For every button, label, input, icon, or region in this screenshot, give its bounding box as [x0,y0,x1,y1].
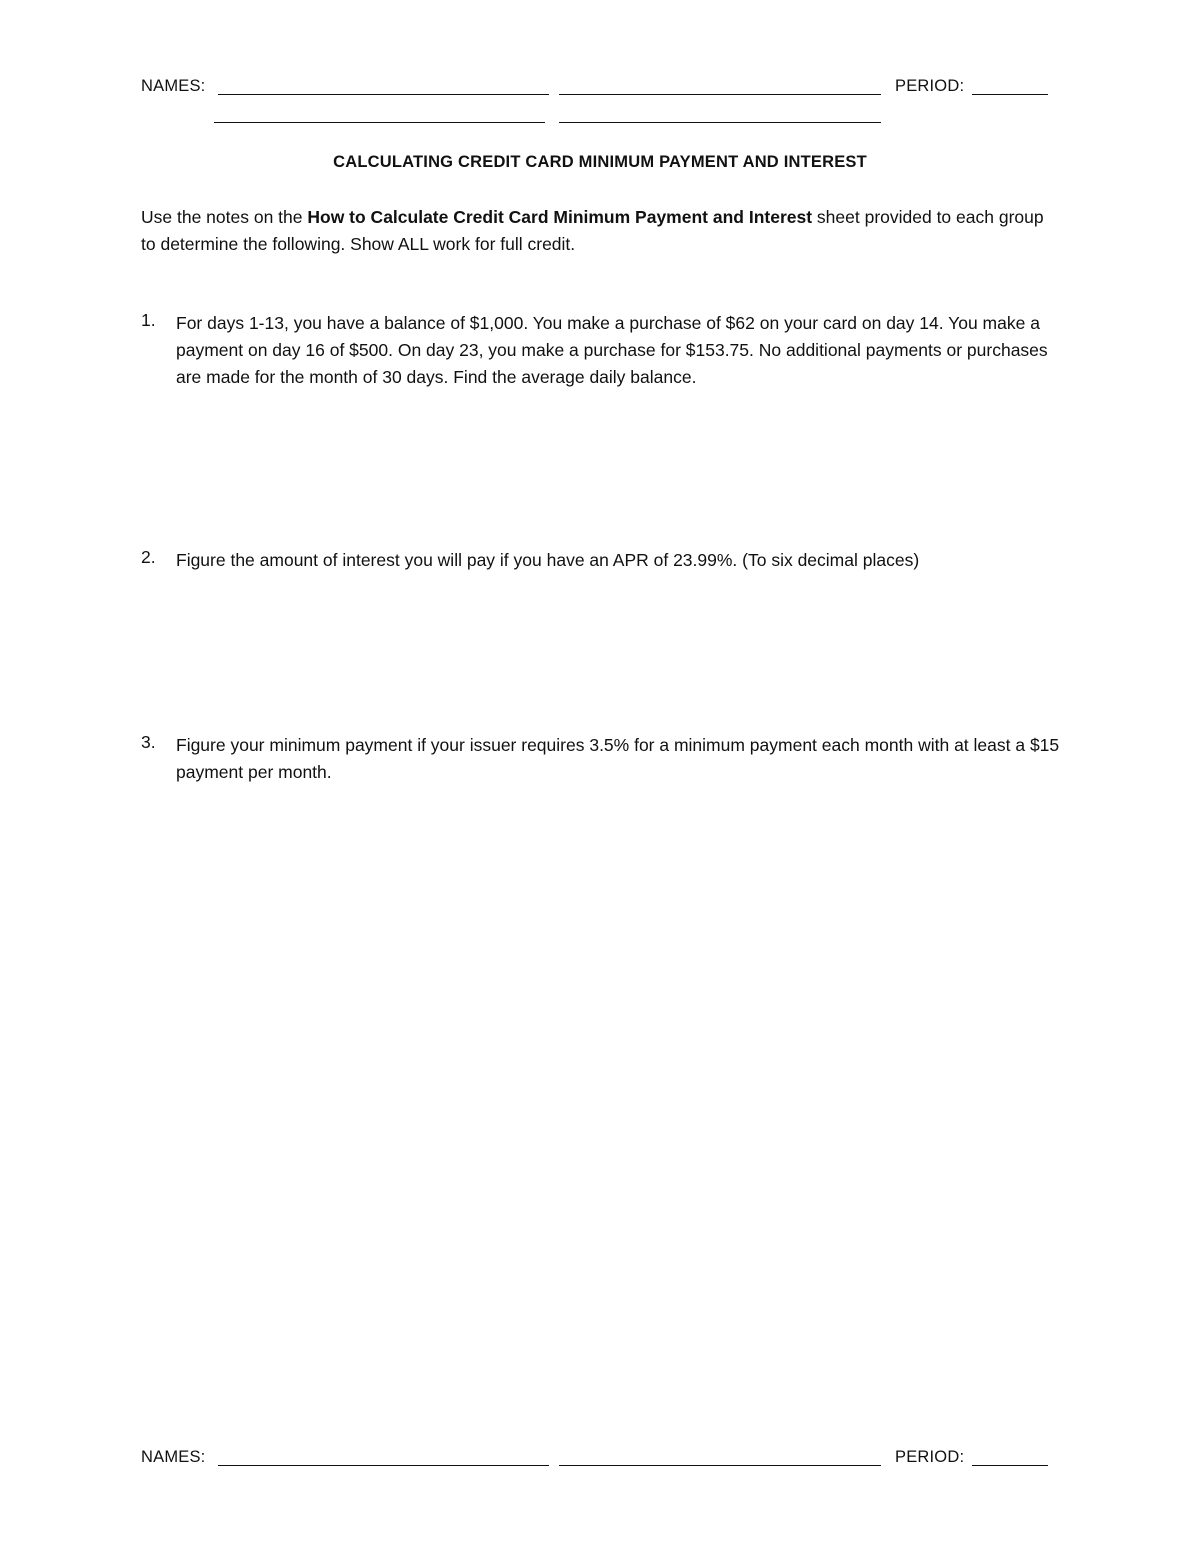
footer-names-row [0,1447,1200,1469]
period-label: PERIOD: [895,1448,965,1466]
intro-text-bold: How to Calculate Credit Card Minimum Payment and Interest [307,207,813,227]
period-blank[interactable] [972,76,1048,95]
names-label: NAMES: [141,1448,206,1466]
name-blank-footer-1[interactable] [218,1447,549,1466]
name-blank-footer-2[interactable] [559,1447,881,1466]
page-title: CALCULATING CREDIT CARD MINIMUM PAYMENT AND INTEREST [333,153,867,171]
period-label: PERIOD: [895,77,965,95]
instructions [141,204,1061,258]
question-number: 3. [141,732,156,752]
name-blank-2[interactable] [559,76,881,95]
question-number: 2. [141,547,156,567]
question-text: Figure the amount of interest you will pay if you have an APR of 23.99%. (To six decimal places) [176,550,920,570]
question-text: Figure your minimum payment if your issuer requires 3.5% for a minimum payment each month with at least a $15 payment per month. [176,735,1060,782]
names-label: NAMES: [141,77,206,95]
intro-text-after: sheet provided to each group to determine the following. Show ALL work for full credit. [141,207,1044,254]
name-blank-4[interactable] [559,104,881,123]
name-blank-3[interactable] [214,104,545,123]
intro-text-before: Use the notes on the [141,207,308,227]
period-blank-footer[interactable] [972,1447,1048,1466]
header-names-row [0,76,1200,98]
question-number: 1. [141,310,156,330]
header-names-row-2 [0,104,1200,126]
question-text: For days 1-13, you have a balance of $1,000. You make a purchase of $62 on your card on day 14. You make a payment on day 16 of $500. On day 23, you make a purchase for $153.75. No additional payments or purchases are made for the month of 30 days. Find the average daily balance. [176,313,1048,387]
name-blank-1[interactable] [218,76,549,95]
